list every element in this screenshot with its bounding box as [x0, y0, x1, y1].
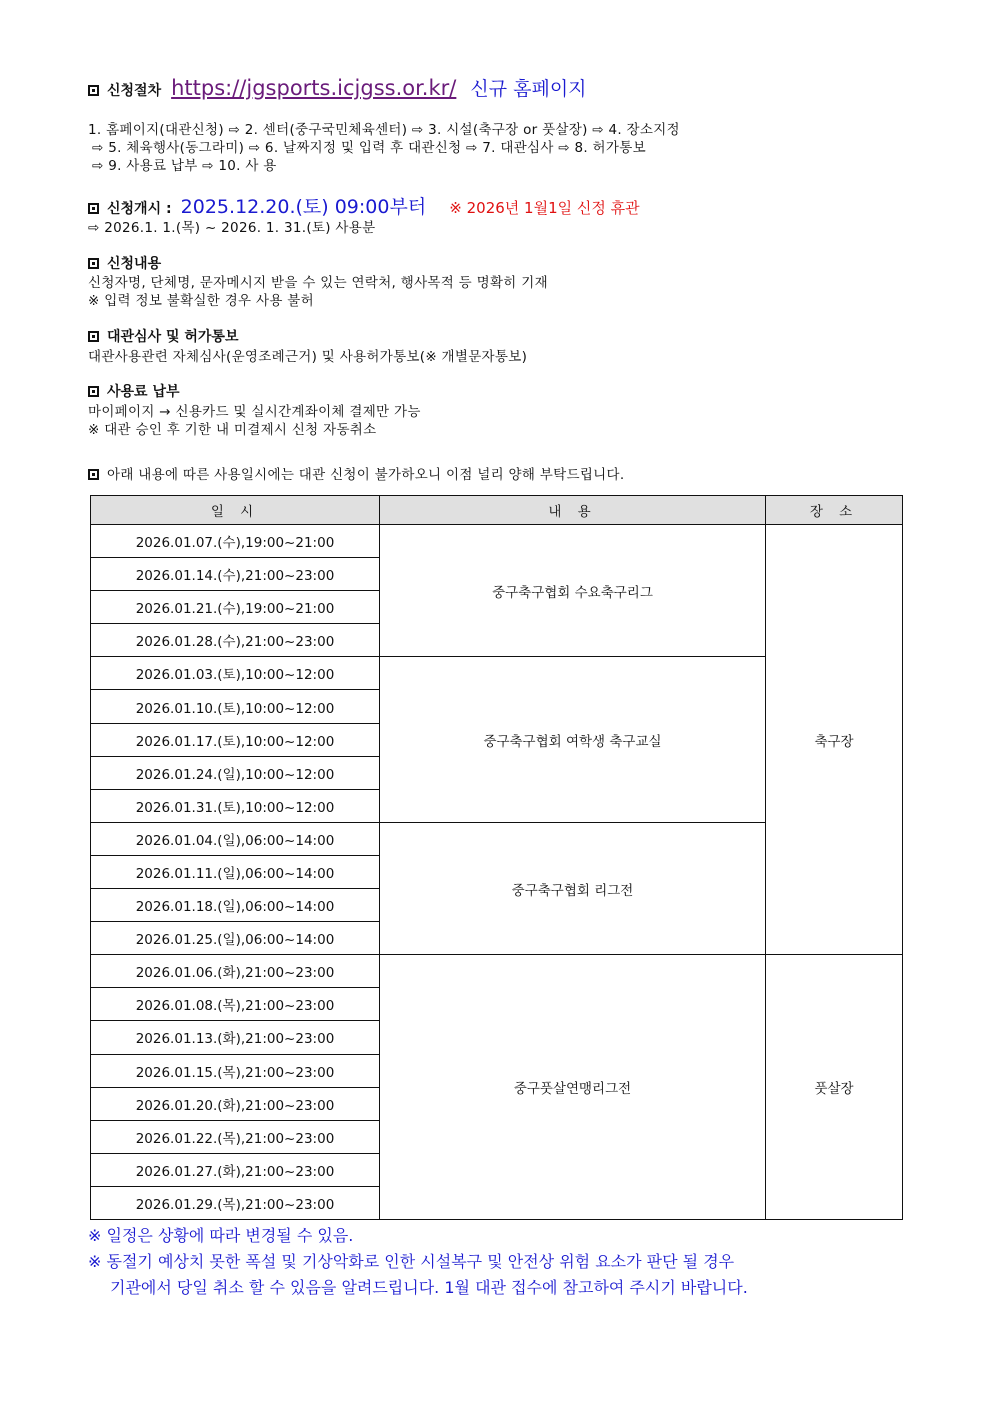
checkbox-bullet-icon	[88, 331, 99, 342]
payment-heading-row	[88, 381, 180, 401]
content-text: 신청자명, 단체명, 문자메시지 받을 수 있는 연락처, 행사목적 등 명확히 기재	[88, 275, 548, 291]
date-cell: 2026.01.10.(토),10:00~12:00	[91, 690, 380, 723]
date-cell: 2026.01.29.(목),21:00~23:00	[91, 1186, 380, 1219]
footnote: ※ 동절기 예상치 못한 폭설 및 기상악화로 인한 시설복구 및 안전상 위험 요소가 판단 될 경우	[88, 1252, 735, 1271]
procedure-step-line: ⇨ 9. 사용료 납부 ⇨ 10. 사 용	[92, 158, 277, 174]
date-cell: 2026.01.25.(일),06:00~14:00	[91, 922, 380, 955]
place-cell: 축구장	[766, 525, 903, 955]
review-heading-row	[88, 326, 238, 346]
date-cell: 2026.01.24.(일),10:00~12:00	[91, 756, 380, 789]
date-cell: 2026.01.07.(수),19:00~21:00	[91, 525, 380, 558]
content-cell: 중구축구협회 수요축구리그	[380, 525, 766, 657]
section-heading: 신청개시 :	[107, 201, 172, 217]
notice-text: 아래 내용에 따른 사용일시에는 대관 신청이 불가하오니 이점 널리 양해 부탁드립니다.	[107, 467, 625, 483]
table-row	[91, 955, 903, 988]
date-cell: 2026.01.28.(수),21:00~23:00	[91, 624, 380, 657]
place-cell: 풋살장	[766, 955, 903, 1220]
usage-period: ⇨ 2026.1. 1.(목) ~ 2026. 1. 31.(토) 사용분	[88, 220, 376, 236]
content-cell: 중구축구협회 여학생 축구교실	[380, 657, 766, 822]
date-cell: 2026.01.15.(목),21:00~23:00	[91, 1054, 380, 1087]
start-heading-row	[88, 192, 640, 219]
table-row	[91, 525, 903, 558]
procedure-step-line: ⇨ 5. 체육행사(동그라미) ⇨ 6. 날짜지정 및 입력 후 대관신청 ⇨ 7. 대관심사 ⇨ 8. 허가통보	[92, 140, 646, 156]
content-cell: 중구풋살연맹리그전	[380, 955, 766, 1220]
date-cell: 2026.01.03.(토),10:00~12:00	[91, 657, 380, 690]
section-heading: 대관심사 및 허가통보	[107, 329, 239, 345]
holiday-notice: ※ 2026년 1월1일 신정 휴관	[449, 199, 640, 217]
website-link[interactable]: https://jgsports.icjgss.or.kr/	[171, 76, 457, 100]
section-heading: 신청내용	[107, 256, 162, 272]
date-cell: 2026.01.06.(화),21:00~23:00	[91, 955, 380, 988]
section-heading: 신청절차	[107, 83, 162, 99]
checkbox-bullet-icon	[88, 386, 99, 397]
date-cell: 2026.01.27.(화),21:00~23:00	[91, 1153, 380, 1186]
date-cell: 2026.01.13.(화),21:00~23:00	[91, 1021, 380, 1054]
checkbox-bullet-icon	[88, 258, 99, 269]
payment-text: 마이페이지 → 신용카드 및 실시간계좌이체 결제만 가능	[88, 404, 421, 420]
footnote: ※ 일정은 상황에 따라 변경될 수 있음.	[88, 1226, 354, 1245]
date-cell: 2026.01.21.(수),19:00~21:00	[91, 591, 380, 624]
date-cell: 2026.01.18.(일),06:00~14:00	[91, 889, 380, 922]
header-date: 일 시	[91, 496, 380, 525]
notice-row	[88, 463, 624, 483]
procedure-heading-row	[88, 74, 587, 101]
date-cell: 2026.01.22.(목),21:00~23:00	[91, 1120, 380, 1153]
header-place: 장 소	[766, 496, 903, 525]
checkbox-bullet-icon	[88, 469, 99, 480]
date-cell: 2026.01.20.(화),21:00~23:00	[91, 1087, 380, 1120]
review-text: 대관사용관련 자체심사(운영조례근거) 및 사용허가통보(※ 개별문자통보)	[88, 349, 528, 365]
content-cell: 중구축구협회 리그전	[380, 822, 766, 954]
checkbox-bullet-icon	[88, 203, 99, 214]
content-text: ※ 입력 정보 불확실한 경우 사용 불허	[88, 293, 314, 309]
payment-text: ※ 대관 승인 후 기한 내 미결제시 신청 자동취소	[88, 422, 377, 438]
date-cell: 2026.01.04.(일),06:00~14:00	[91, 822, 380, 855]
date-cell: 2026.01.08.(목),21:00~23:00	[91, 988, 380, 1021]
date-cell: 2026.01.11.(일),06:00~14:00	[91, 855, 380, 888]
date-cell: 2026.01.17.(토),10:00~12:00	[91, 723, 380, 756]
footnote: 기관에서 당일 취소 할 수 있음을 알려드립니다. 1월 대관 접수에 참고하여 주시기 바랍니다.	[110, 1278, 748, 1297]
start-date: 2025.12.20.(토) 09:00부터	[180, 196, 427, 218]
schedule-table	[90, 495, 903, 1220]
content-heading-row	[88, 253, 161, 273]
procedure-step-line: 1. 홈페이지(대관신청) ⇨ 2. 센터(중구국민체육센터) ⇨ 3. 시설(축구장 or 풋살장) ⇨ 4. 장소지정	[88, 122, 680, 138]
new-site-label: 신규 홈페이지	[470, 78, 587, 100]
checkbox-bullet-icon	[88, 85, 99, 96]
date-cell: 2026.01.31.(토),10:00~12:00	[91, 789, 380, 822]
section-heading: 사용료 납부	[107, 384, 180, 400]
date-cell: 2026.01.14.(수),21:00~23:00	[91, 558, 380, 591]
header-content: 내 용	[380, 496, 766, 525]
